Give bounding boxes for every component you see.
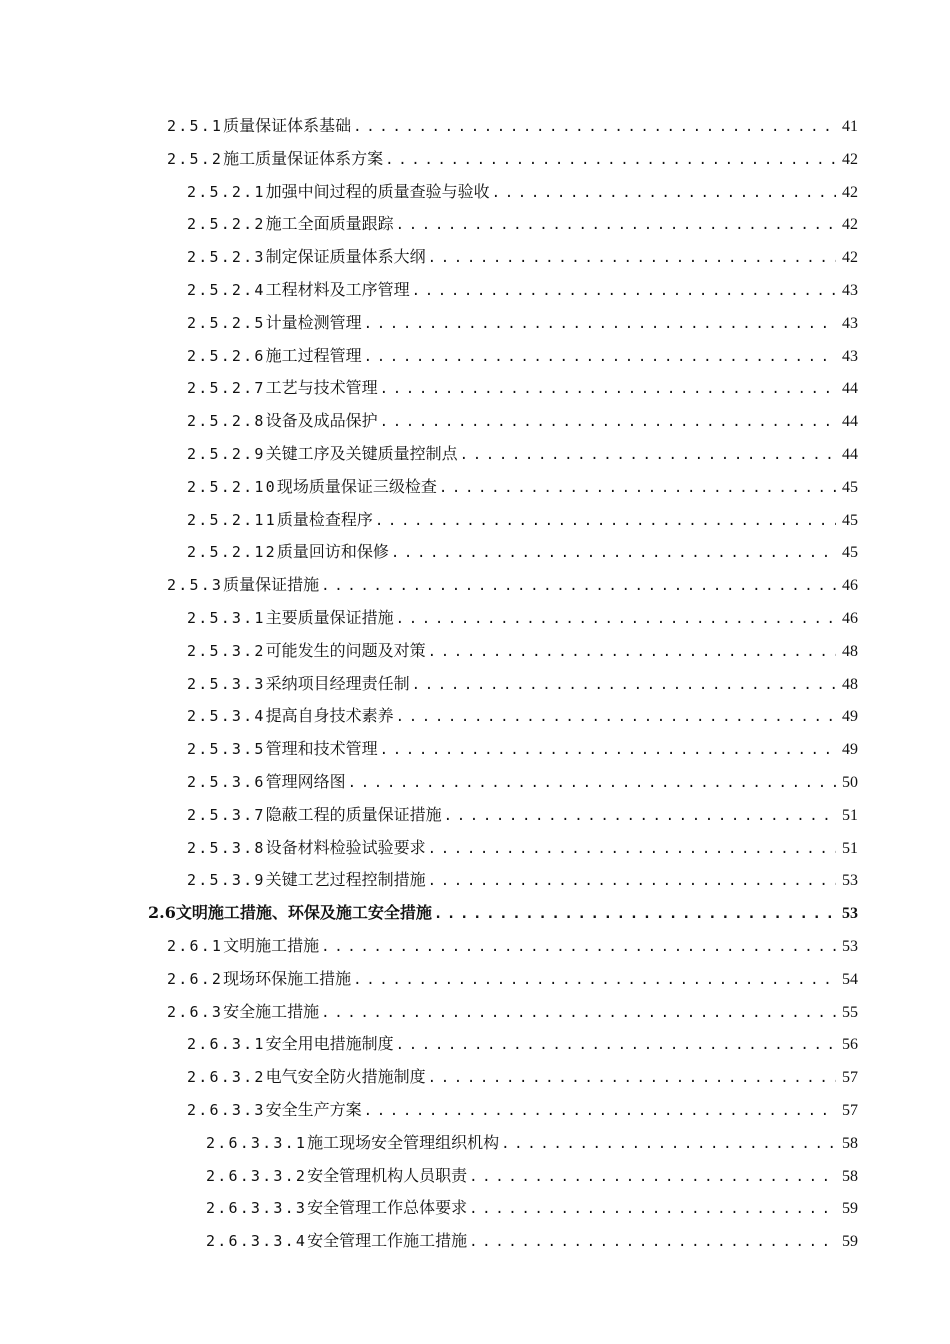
toc-entry-title: 施工全面质量跟踪 — [265, 214, 394, 234]
toc-entry[interactable] — [0, 930, 950, 963]
toc-entry-page-number: 53 — [842, 937, 858, 955]
toc-entry[interactable] — [0, 110, 950, 143]
toc-dot-leader — [321, 570, 836, 603]
toc-entry-title: 关键工序及关键质量控制点 — [265, 443, 458, 463]
toc-entry-number: 2.6.3.3 — [187, 1100, 266, 1119]
toc-entry[interactable] — [0, 1192, 950, 1225]
toc-entry-page-number: 46 — [842, 577, 858, 595]
toc-entry-title: 计量检测管理 — [265, 312, 362, 332]
toc-entry-number: 2.6.3.3.4 — [206, 1232, 308, 1251]
toc-entry-title: 质量保证体系基础 — [223, 116, 352, 135]
table-of-contents — [0, 110, 950, 1258]
toc-entry-page-number: 42 — [842, 216, 858, 234]
toc-entry-number: 2.5.2.1 — [187, 182, 266, 201]
toc-entry-page-number: 43 — [842, 281, 858, 299]
toc-entry[interactable] — [0, 864, 950, 897]
toc-entry[interactable] — [0, 438, 950, 471]
toc-entry[interactable] — [0, 536, 950, 569]
toc-entry-page-number: 57 — [842, 1101, 858, 1119]
toc-entry-title: 施工质量保证体系方案 — [223, 148, 384, 168]
toc-entry-number: 2.5.2.8 — [187, 412, 266, 431]
toc-entry-number: 2.5.2.11 — [187, 510, 277, 529]
toc-entry-page-number: 59 — [842, 1233, 858, 1251]
toc-entry-page-number: 58 — [842, 1134, 858, 1152]
toc-dot-leader — [380, 734, 836, 767]
toc-entry-page-number: 53 — [842, 905, 858, 923]
toc-entry-title: 文明施工措施、环保及施工安全措施 — [175, 903, 432, 923]
toc-entry-number: 2.6 — [148, 903, 176, 923]
toc-entry-number: 2.5.3.1 — [187, 608, 266, 627]
toc-entry-number: 2.5.3.7 — [187, 805, 266, 824]
toc-entry[interactable] — [0, 208, 950, 241]
toc-entry[interactable] — [0, 602, 950, 635]
toc-dot-leader — [501, 1128, 836, 1161]
toc-dot-leader — [412, 275, 836, 308]
toc-entry-page-number: 45 — [842, 511, 858, 529]
toc-entry[interactable] — [0, 307, 950, 340]
toc-entry-page-number: 43 — [842, 314, 858, 332]
toc-entry-title: 安全管理工作总体要求 — [307, 1198, 468, 1218]
toc-entry-title: 制定保证质量体系大纲 — [265, 247, 426, 267]
toc-entry-title: 质量回访和保修 — [276, 542, 389, 562]
toc-entry-title: 关键工艺过程控制措施 — [265, 870, 426, 890]
toc-entry[interactable] — [0, 274, 950, 307]
toc-entry-title: 可能发生的问题及对策 — [265, 640, 426, 660]
toc-entry-title: 设备及成品保护 — [265, 411, 378, 431]
toc-entry-number: 2.6.3.3.1 — [206, 1133, 308, 1152]
toc-entry-number: 2.6.3.2 — [187, 1068, 266, 1087]
toc-entry-page-number: 45 — [842, 478, 858, 496]
toc-entry[interactable] — [0, 1225, 950, 1258]
toc-entry[interactable] — [0, 241, 950, 274]
toc-entry-title: 质量检查程序 — [276, 509, 373, 529]
toc-entry-page-number: 45 — [842, 544, 858, 562]
toc-entry[interactable] — [0, 471, 950, 504]
toc-dot-leader — [428, 833, 836, 866]
toc-entry-number: 2.5.1 — [167, 117, 224, 135]
toc-dot-leader — [375, 505, 836, 538]
toc-entry-title: 提高自身技术素养 — [265, 706, 394, 726]
toc-dot-leader — [391, 537, 836, 570]
toc-entry-page-number: 43 — [842, 347, 858, 365]
toc-dot-leader — [353, 111, 836, 144]
toc-dot-leader — [380, 406, 836, 439]
toc-entry-page-number: 48 — [842, 642, 858, 660]
toc-entry-number: 2.5.2.6 — [187, 346, 266, 365]
toc-entry[interactable] — [0, 1127, 950, 1160]
toc-entry-number: 2.5.3.8 — [187, 838, 266, 857]
toc-entry-title: 采纳项目经理责任制 — [265, 673, 410, 693]
toc-dot-leader — [469, 1161, 836, 1194]
toc-entry-title: 质量保证措施 — [223, 575, 320, 595]
toc-dot-leader — [469, 1193, 836, 1226]
toc-entry-number: 2.6.3.1 — [187, 1035, 266, 1054]
toc-entry-number: 2.5.2.10 — [187, 477, 277, 496]
toc-entry[interactable] — [0, 1160, 950, 1193]
toc-dot-leader — [428, 865, 836, 898]
toc-dot-leader — [396, 701, 836, 734]
toc-entry-page-number: 51 — [842, 806, 858, 824]
toc-entry-number: 2.5.2.12 — [187, 543, 277, 562]
toc-dot-leader — [444, 800, 836, 833]
toc-entry[interactable] — [0, 963, 950, 996]
toc-entry-number: 2.5.3.9 — [187, 871, 266, 890]
toc-entry[interactable] — [0, 372, 950, 405]
toc-entry-number: 2.6.2 — [167, 969, 224, 988]
toc-entry-title: 安全施工措施 — [223, 1001, 320, 1021]
toc-entry-title: 安全管理工作施工措施 — [307, 1231, 468, 1251]
toc-entry-number: 2.5.3.5 — [187, 740, 266, 759]
toc-entry[interactable] — [0, 405, 950, 438]
toc-entry-page-number: 41 — [842, 118, 858, 135]
toc-entry-title: 施工过程管理 — [265, 345, 362, 365]
toc-entry-number: 2.5.3 — [167, 576, 224, 595]
toc-entry[interactable] — [0, 733, 950, 766]
toc-entry-number: 2.5.2.3 — [187, 248, 266, 267]
toc-entry-number: 2.5.2.2 — [187, 215, 266, 234]
toc-entry[interactable] — [0, 799, 950, 832]
toc-entry-number: 2.5.3.3 — [187, 674, 266, 693]
toc-entry-page-number: 44 — [842, 445, 858, 463]
toc-entry-page-number: 58 — [842, 1167, 858, 1185]
toc-entry[interactable] — [0, 569, 950, 602]
toc-entry[interactable] — [0, 1028, 950, 1061]
toc-entry-title: 主要质量保证措施 — [265, 607, 394, 627]
toc-entry[interactable] — [0, 897, 950, 930]
toc-entry[interactable] — [0, 668, 950, 701]
toc-entry-page-number: 49 — [842, 741, 858, 759]
toc-entry[interactable] — [0, 766, 950, 799]
toc-entry-title: 安全管理机构人员职责 — [307, 1165, 468, 1185]
toc-dot-leader — [385, 144, 836, 177]
toc-entry-title: 设备材料检验试验要求 — [265, 837, 426, 857]
toc-dot-leader — [428, 242, 836, 275]
toc-entry-number: 2.5.2.7 — [187, 379, 266, 398]
toc-entry-number: 2.5.2.5 — [187, 313, 266, 332]
toc-dot-leader — [439, 472, 836, 505]
toc-entry-page-number: 44 — [842, 413, 858, 431]
toc-dot-leader — [460, 439, 836, 472]
toc-entry-title: 加强中间过程的质量查验与验收 — [265, 181, 490, 201]
toc-dot-leader — [428, 1062, 836, 1095]
toc-entry[interactable] — [0, 996, 950, 1029]
toc-entry-page-number: 46 — [842, 609, 858, 627]
toc-entry-page-number: 54 — [842, 970, 858, 988]
toc-entry-number: 2.6.1 — [167, 936, 224, 955]
toc-dot-leader — [469, 1226, 836, 1259]
toc-entry-title: 安全生产方案 — [265, 1099, 362, 1119]
toc-entry[interactable] — [0, 1094, 950, 1127]
toc-entry-title: 工艺与技术管理 — [265, 378, 378, 398]
toc-entry-page-number: 57 — [842, 1069, 858, 1087]
toc-dot-leader — [434, 898, 836, 931]
toc-entry-page-number: 56 — [842, 1036, 858, 1054]
toc-entry-page-number: 49 — [842, 708, 858, 726]
toc-entry[interactable] — [0, 143, 950, 176]
toc-entry-title: 现场质量保证三级检查 — [276, 476, 437, 496]
toc-dot-leader — [353, 964, 836, 997]
toc-entry-title: 安全用电措施制度 — [265, 1034, 394, 1054]
toc-entry-page-number: 44 — [842, 380, 858, 398]
toc-entry-number: 2.5.2.9 — [187, 444, 266, 463]
toc-entry-page-number: 51 — [842, 839, 858, 857]
toc-dot-leader — [321, 997, 836, 1030]
toc-entry-page-number: 55 — [842, 1003, 858, 1021]
toc-dot-leader — [321, 931, 836, 964]
toc-dot-leader — [396, 209, 836, 242]
toc-entry-title: 施工现场安全管理组织机构 — [307, 1132, 500, 1152]
toc-entry[interactable] — [0, 1061, 950, 1094]
toc-entry-number: 2.6.3.3.3 — [206, 1199, 308, 1218]
toc-dot-leader — [428, 636, 836, 669]
toc-entry-title: 文明施工措施 — [223, 935, 320, 955]
toc-entry-title: 管理和技术管理 — [265, 739, 378, 759]
toc-dot-leader — [364, 308, 836, 341]
toc-entry-number: 2.5.2.4 — [187, 280, 266, 299]
toc-dot-leader — [380, 373, 836, 406]
toc-entry-number: 2.5.3.6 — [187, 772, 266, 791]
toc-entry-page-number: 42 — [842, 249, 858, 267]
toc-entry-page-number: 53 — [842, 872, 858, 890]
toc-dot-leader — [396, 1029, 836, 1062]
toc-entry-title: 现场环保施工措施 — [223, 968, 352, 988]
toc-entry[interactable] — [0, 635, 950, 668]
toc-entry[interactable] — [0, 700, 950, 733]
toc-entry-number: 2.6.3.3.2 — [206, 1166, 308, 1185]
toc-entry-number: 2.5.3.4 — [187, 707, 266, 726]
toc-entry-title: 管理网络图 — [265, 771, 346, 791]
toc-dot-leader — [492, 177, 836, 210]
toc-entry-title: 电气安全防火措施制度 — [265, 1067, 426, 1087]
toc-entry-page-number: 50 — [842, 773, 858, 791]
toc-entry-title: 隐蔽工程的质量保证措施 — [265, 804, 442, 824]
toc-dot-leader — [364, 1095, 836, 1128]
toc-dot-leader — [364, 341, 836, 374]
toc-entry-number: 2.6.3 — [167, 1002, 224, 1021]
toc-entry[interactable] — [0, 176, 950, 209]
toc-entry[interactable] — [0, 832, 950, 865]
toc-entry[interactable] — [0, 504, 950, 537]
toc-entry-number: 2.5.3.2 — [187, 641, 266, 660]
toc-entry-title: 工程材料及工序管理 — [265, 279, 410, 299]
toc-entry[interactable] — [0, 340, 950, 373]
toc-entry-page-number: 42 — [842, 183, 858, 201]
toc-dot-leader — [396, 603, 836, 636]
toc-entry-page-number: 48 — [842, 675, 858, 693]
toc-entry-number: 2.5.2 — [167, 149, 224, 168]
toc-entry-page-number: 59 — [842, 1200, 858, 1218]
toc-entry-page-number: 42 — [842, 150, 858, 168]
toc-dot-leader — [412, 669, 836, 702]
toc-dot-leader — [348, 767, 836, 800]
